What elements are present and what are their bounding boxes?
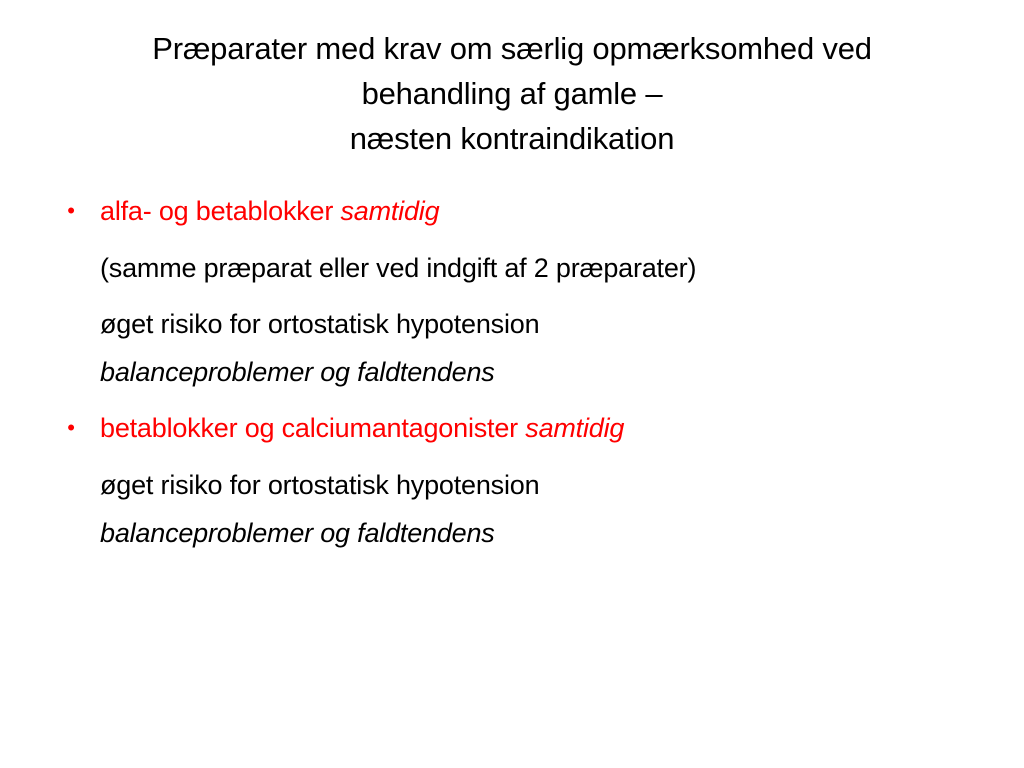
bullet-item-alfa-betablokker [58, 187, 978, 235]
bullet-text [100, 196, 439, 226]
detail-line-italic: balanceproblemer og faldtendens [100, 518, 495, 548]
title-line-1: Præparater med krav om særlig opmærksomhed ved [152, 31, 872, 66]
bullet-item-betablokker-calcium [58, 404, 978, 452]
detail-block [58, 300, 978, 396]
bullet-text [100, 413, 624, 443]
slide-body [58, 187, 978, 565]
bullet-icon: • [67, 198, 75, 223]
bullet-main-text: alfa- og betablokker [100, 196, 341, 226]
detail-line: øget risiko for ortostatisk hypotension [100, 470, 540, 500]
detail-line: øget risiko for ortostatisk hypotension [100, 309, 540, 339]
detail-block [58, 244, 978, 292]
bullet-main-text: betablokker og calciumantagonister [100, 413, 526, 443]
detail-line-italic: balanceproblemer og faldtendens [100, 357, 495, 387]
title-line-2: behandling af gamle – [361, 76, 663, 111]
title-line-3: næsten kontraindikation [349, 121, 675, 156]
bullet-emphasis: samtidig [525, 413, 625, 443]
detail-line: (samme præparat eller ved indgift af 2 præparater) [100, 253, 697, 283]
detail-block [58, 461, 978, 557]
slide-title [40, 26, 984, 161]
bullet-icon: • [67, 415, 75, 440]
bullet-emphasis: samtidig [340, 196, 440, 226]
